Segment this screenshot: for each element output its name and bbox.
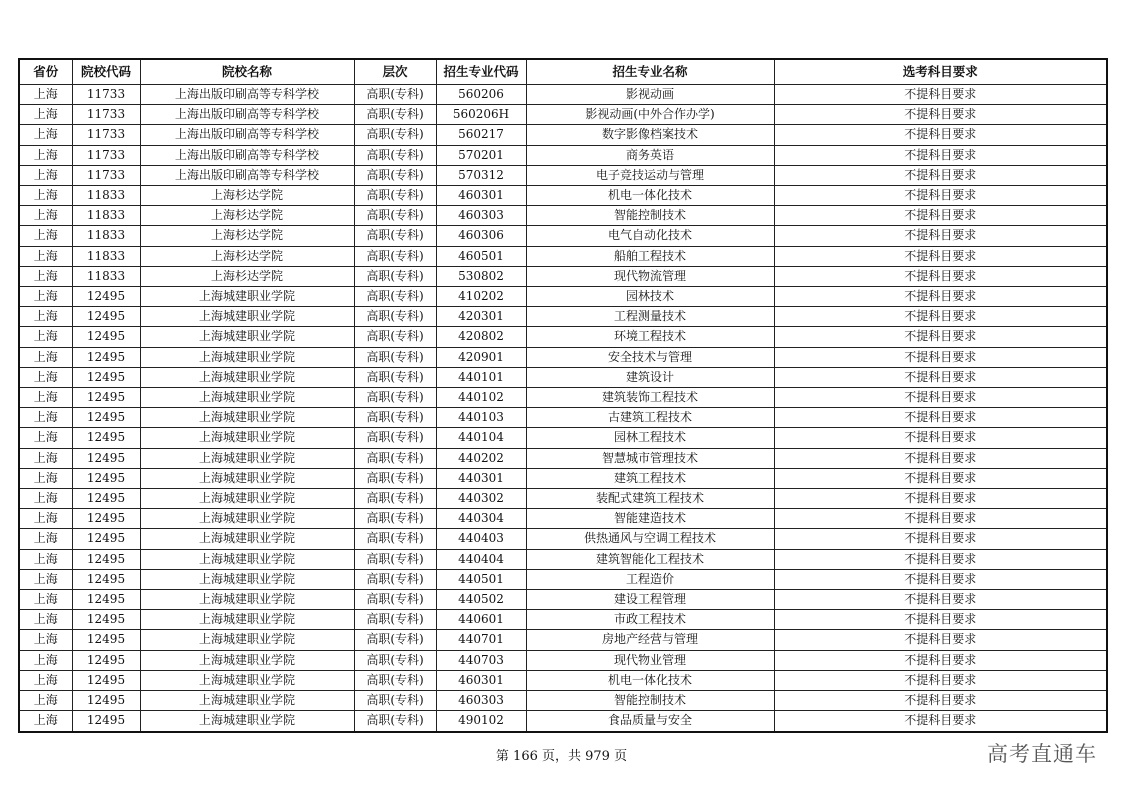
cell-major-code: 440102 xyxy=(436,388,526,408)
cell-subject-requirement: 不提科目要求 xyxy=(774,125,1107,145)
cell-major-name: 建筑设计 xyxy=(526,367,774,387)
cell-school-code: 12495 xyxy=(72,549,140,569)
cell-school-code: 12495 xyxy=(72,691,140,711)
cell-school-code: 11733 xyxy=(72,125,140,145)
table-row xyxy=(19,489,1107,509)
cell-level: 高职(专科) xyxy=(354,125,436,145)
cell-school-name: 上海城建职业学院 xyxy=(140,489,354,509)
table-row xyxy=(19,206,1107,226)
cell-school-code: 12495 xyxy=(72,287,140,307)
cell-school-name: 上海城建职业学院 xyxy=(140,347,354,367)
cell-major-name: 市政工程技术 xyxy=(526,610,774,630)
table-row xyxy=(19,165,1107,185)
cell-province: 上海 xyxy=(19,650,72,670)
cell-school-name: 上海城建职业学院 xyxy=(140,590,354,610)
cell-subject-requirement: 不提科目要求 xyxy=(774,327,1107,347)
cell-subject-requirement: 不提科目要求 xyxy=(774,711,1107,732)
table-row xyxy=(19,226,1107,246)
cell-school-code: 11833 xyxy=(72,246,140,266)
cell-school-code: 12495 xyxy=(72,529,140,549)
cell-subject-requirement: 不提科目要求 xyxy=(774,287,1107,307)
cell-level: 高职(专科) xyxy=(354,691,436,711)
cell-subject-requirement: 不提科目要求 xyxy=(774,549,1107,569)
cell-major-code: 560217 xyxy=(436,125,526,145)
table-row xyxy=(19,549,1107,569)
cell-major-name: 建筑装饰工程技术 xyxy=(526,388,774,408)
cell-province: 上海 xyxy=(19,489,72,509)
cell-subject-requirement: 不提科目要求 xyxy=(774,468,1107,488)
cell-school-name: 上海杉达学院 xyxy=(140,186,354,206)
cell-subject-requirement: 不提科目要求 xyxy=(774,670,1107,690)
cell-major-code: 570201 xyxy=(436,145,526,165)
cell-major-name: 供热通风与空调工程技术 xyxy=(526,529,774,549)
cell-level: 高职(专科) xyxy=(354,468,436,488)
cell-major-name: 园林技术 xyxy=(526,287,774,307)
table-row xyxy=(19,287,1107,307)
cell-school-code: 12495 xyxy=(72,650,140,670)
cell-level: 高职(专科) xyxy=(354,226,436,246)
cell-school-code: 12495 xyxy=(72,327,140,347)
cell-school-code: 12495 xyxy=(72,307,140,327)
table-row xyxy=(19,590,1107,610)
cell-province: 上海 xyxy=(19,468,72,488)
cell-subject-requirement: 不提科目要求 xyxy=(774,590,1107,610)
cell-major-name: 安全技术与管理 xyxy=(526,347,774,367)
cell-level: 高职(专科) xyxy=(354,549,436,569)
cell-province: 上海 xyxy=(19,691,72,711)
cell-province: 上海 xyxy=(19,529,72,549)
cell-subject-requirement: 不提科目要求 xyxy=(774,165,1107,185)
cell-major-code: 490102 xyxy=(436,711,526,732)
header-school-code: 院校代码 xyxy=(72,59,140,85)
cell-major-name: 智能控制技术 xyxy=(526,691,774,711)
cell-school-name: 上海出版印刷高等专科学校 xyxy=(140,165,354,185)
cell-level: 高职(专科) xyxy=(354,347,436,367)
cell-major-code: 460301 xyxy=(436,670,526,690)
cell-school-name: 上海杉达学院 xyxy=(140,206,354,226)
table-row xyxy=(19,630,1107,650)
cell-major-code: 410202 xyxy=(436,287,526,307)
header-province: 省份 xyxy=(19,59,72,85)
cell-province: 上海 xyxy=(19,367,72,387)
cell-major-code: 440404 xyxy=(436,549,526,569)
cell-major-code: 440104 xyxy=(436,428,526,448)
cell-province: 上海 xyxy=(19,347,72,367)
cell-level: 高职(专科) xyxy=(354,85,436,105)
cell-major-code: 440202 xyxy=(436,448,526,468)
table-row xyxy=(19,105,1107,125)
cell-province: 上海 xyxy=(19,307,72,327)
header-major-code: 招生专业代码 xyxy=(436,59,526,85)
cell-major-code: 420301 xyxy=(436,307,526,327)
table-row xyxy=(19,246,1107,266)
table-row xyxy=(19,145,1107,165)
cell-province: 上海 xyxy=(19,327,72,347)
cell-province: 上海 xyxy=(19,226,72,246)
cell-subject-requirement: 不提科目要求 xyxy=(774,489,1107,509)
cell-school-name: 上海城建职业学院 xyxy=(140,529,354,549)
cell-school-name: 上海城建职业学院 xyxy=(140,307,354,327)
cell-major-code: 440304 xyxy=(436,509,526,529)
table-row xyxy=(19,125,1107,145)
cell-school-code: 12495 xyxy=(72,590,140,610)
cell-major-code: 460306 xyxy=(436,226,526,246)
cell-subject-requirement: 不提科目要求 xyxy=(774,630,1107,650)
cell-major-code: 440403 xyxy=(436,529,526,549)
header-school-name: 院校名称 xyxy=(140,59,354,85)
cell-major-name: 装配式建筑工程技术 xyxy=(526,489,774,509)
cell-level: 高职(专科) xyxy=(354,327,436,347)
cell-major-name: 建筑工程技术 xyxy=(526,468,774,488)
cell-subject-requirement: 不提科目要求 xyxy=(774,509,1107,529)
cell-province: 上海 xyxy=(19,287,72,307)
cell-major-code: 460501 xyxy=(436,246,526,266)
cell-subject-requirement: 不提科目要求 xyxy=(774,246,1107,266)
cell-major-code: 440502 xyxy=(436,590,526,610)
cell-major-name: 现代物流管理 xyxy=(526,266,774,286)
cell-level: 高职(专科) xyxy=(354,186,436,206)
cell-major-code: 570312 xyxy=(436,165,526,185)
cell-school-code: 12495 xyxy=(72,388,140,408)
cell-province: 上海 xyxy=(19,670,72,690)
cell-school-code: 11733 xyxy=(72,145,140,165)
table-row xyxy=(19,186,1107,206)
header-subject-requirement: 选考科目要求 xyxy=(774,59,1107,85)
table-body xyxy=(19,85,1107,732)
cell-major-name: 智能控制技术 xyxy=(526,206,774,226)
cell-school-name: 上海杉达学院 xyxy=(140,266,354,286)
table-row xyxy=(19,408,1107,428)
cell-subject-requirement: 不提科目要求 xyxy=(774,206,1107,226)
cell-school-code: 12495 xyxy=(72,630,140,650)
cell-school-name: 上海城建职业学院 xyxy=(140,610,354,630)
cell-major-name: 食品质量与安全 xyxy=(526,711,774,732)
cell-major-code: 420802 xyxy=(436,327,526,347)
cell-level: 高职(专科) xyxy=(354,246,436,266)
cell-level: 高职(专科) xyxy=(354,650,436,670)
cell-major-code: 440601 xyxy=(436,610,526,630)
cell-province: 上海 xyxy=(19,266,72,286)
cell-major-code: 440302 xyxy=(436,489,526,509)
cell-major-code: 560206H xyxy=(436,105,526,125)
cell-province: 上海 xyxy=(19,610,72,630)
table-row xyxy=(19,85,1107,105)
cell-level: 高职(专科) xyxy=(354,489,436,509)
cell-school-name: 上海城建职业学院 xyxy=(140,428,354,448)
table-row xyxy=(19,610,1107,630)
table-row xyxy=(19,307,1107,327)
cell-major-name: 建筑智能化工程技术 xyxy=(526,549,774,569)
page-number: 第 166 页，共 979 页 xyxy=(495,749,628,764)
cell-school-code: 11833 xyxy=(72,226,140,246)
cell-school-code: 12495 xyxy=(72,367,140,387)
cell-province: 上海 xyxy=(19,428,72,448)
cell-school-name: 上海城建职业学院 xyxy=(140,448,354,468)
cell-major-name: 商务英语 xyxy=(526,145,774,165)
cell-level: 高职(专科) xyxy=(354,367,436,387)
cell-major-code: 460301 xyxy=(436,186,526,206)
cell-major-name: 智慧城市管理技术 xyxy=(526,448,774,468)
cell-major-name: 环境工程技术 xyxy=(526,327,774,347)
cell-level: 高职(专科) xyxy=(354,509,436,529)
cell-subject-requirement: 不提科目要求 xyxy=(774,650,1107,670)
cell-major-code: 460303 xyxy=(436,206,526,226)
table-row xyxy=(19,367,1107,387)
table-row xyxy=(19,266,1107,286)
cell-major-name: 影视动画(中外合作办学) xyxy=(526,105,774,125)
cell-subject-requirement: 不提科目要求 xyxy=(774,85,1107,105)
cell-province: 上海 xyxy=(19,509,72,529)
table-row xyxy=(19,509,1107,529)
cell-province: 上海 xyxy=(19,388,72,408)
cell-school-code: 12495 xyxy=(72,711,140,732)
cell-school-name: 上海城建职业学院 xyxy=(140,630,354,650)
cell-major-name: 建设工程管理 xyxy=(526,590,774,610)
cell-subject-requirement: 不提科目要求 xyxy=(774,226,1107,246)
cell-major-code: 530802 xyxy=(436,266,526,286)
table-row xyxy=(19,529,1107,549)
cell-school-name: 上海城建职业学院 xyxy=(140,287,354,307)
cell-school-name: 上海城建职业学院 xyxy=(140,650,354,670)
cell-school-name: 上海城建职业学院 xyxy=(140,327,354,347)
cell-subject-requirement: 不提科目要求 xyxy=(774,610,1107,630)
cell-school-code: 11833 xyxy=(72,186,140,206)
cell-level: 高职(专科) xyxy=(354,408,436,428)
cell-province: 上海 xyxy=(19,549,72,569)
cell-school-code: 12495 xyxy=(72,610,140,630)
header-major-name: 招生专业名称 xyxy=(526,59,774,85)
cell-school-code: 12495 xyxy=(72,509,140,529)
cell-level: 高职(专科) xyxy=(354,388,436,408)
cell-province: 上海 xyxy=(19,145,72,165)
table-row xyxy=(19,670,1107,690)
cell-subject-requirement: 不提科目要求 xyxy=(774,448,1107,468)
header-level: 层次 xyxy=(354,59,436,85)
cell-level: 高职(专科) xyxy=(354,569,436,589)
cell-school-name: 上海城建职业学院 xyxy=(140,509,354,529)
cell-major-code: 440101 xyxy=(436,367,526,387)
cell-school-name: 上海出版印刷高等专科学校 xyxy=(140,125,354,145)
cell-school-code: 11833 xyxy=(72,206,140,226)
cell-province: 上海 xyxy=(19,206,72,226)
cell-major-code: 420901 xyxy=(436,347,526,367)
table-header-row xyxy=(19,59,1107,85)
cell-province: 上海 xyxy=(19,569,72,589)
cell-major-name: 影视动画 xyxy=(526,85,774,105)
cell-level: 高职(专科) xyxy=(354,529,436,549)
cell-school-name: 上海城建职业学院 xyxy=(140,711,354,732)
watermark: 高考直通车 xyxy=(987,742,1097,766)
admission-table xyxy=(18,58,1108,733)
cell-subject-requirement: 不提科目要求 xyxy=(774,347,1107,367)
cell-province: 上海 xyxy=(19,186,72,206)
cell-subject-requirement: 不提科目要求 xyxy=(774,691,1107,711)
cell-major-name: 工程造价 xyxy=(526,569,774,589)
table-row xyxy=(19,388,1107,408)
cell-school-name: 上海城建职业学院 xyxy=(140,388,354,408)
cell-level: 高职(专科) xyxy=(354,266,436,286)
cell-subject-requirement: 不提科目要求 xyxy=(774,367,1107,387)
cell-subject-requirement: 不提科目要求 xyxy=(774,428,1107,448)
cell-school-code: 12495 xyxy=(72,428,140,448)
cell-major-code: 560206 xyxy=(436,85,526,105)
cell-major-name: 电子竞技运动与管理 xyxy=(526,165,774,185)
cell-level: 高职(专科) xyxy=(354,711,436,732)
table-row xyxy=(19,711,1107,732)
cell-major-code: 440701 xyxy=(436,630,526,650)
cell-major-name: 古建筑工程技术 xyxy=(526,408,774,428)
cell-school-name: 上海城建职业学院 xyxy=(140,691,354,711)
cell-school-name: 上海城建职业学院 xyxy=(140,569,354,589)
cell-subject-requirement: 不提科目要求 xyxy=(774,307,1107,327)
cell-school-code: 12495 xyxy=(72,489,140,509)
cell-province: 上海 xyxy=(19,711,72,732)
cell-school-name: 上海城建职业学院 xyxy=(140,670,354,690)
table-row xyxy=(19,468,1107,488)
cell-province: 上海 xyxy=(19,125,72,145)
cell-major-code: 440703 xyxy=(436,650,526,670)
cell-school-name: 上海杉达学院 xyxy=(140,246,354,266)
cell-school-code: 12495 xyxy=(72,448,140,468)
cell-school-name: 上海城建职业学院 xyxy=(140,549,354,569)
cell-major-name: 电气自动化技术 xyxy=(526,226,774,246)
cell-level: 高职(专科) xyxy=(354,590,436,610)
cell-province: 上海 xyxy=(19,85,72,105)
cell-major-code: 440501 xyxy=(436,569,526,589)
cell-level: 高职(专科) xyxy=(354,145,436,165)
cell-province: 上海 xyxy=(19,246,72,266)
cell-subject-requirement: 不提科目要求 xyxy=(774,105,1107,125)
cell-school-code: 11833 xyxy=(72,266,140,286)
table-row xyxy=(19,650,1107,670)
cell-major-code: 440103 xyxy=(436,408,526,428)
cell-subject-requirement: 不提科目要求 xyxy=(774,186,1107,206)
cell-school-code: 12495 xyxy=(72,408,140,428)
cell-major-code: 440301 xyxy=(436,468,526,488)
cell-subject-requirement: 不提科目要求 xyxy=(774,145,1107,165)
table-row xyxy=(19,691,1107,711)
table-row xyxy=(19,569,1107,589)
cell-province: 上海 xyxy=(19,590,72,610)
cell-province: 上海 xyxy=(19,630,72,650)
cell-major-name: 智能建造技术 xyxy=(526,509,774,529)
cell-province: 上海 xyxy=(19,165,72,185)
cell-school-name: 上海出版印刷高等专科学校 xyxy=(140,85,354,105)
cell-school-code: 12495 xyxy=(72,347,140,367)
cell-major-code: 460303 xyxy=(436,691,526,711)
cell-school-code: 12495 xyxy=(72,569,140,589)
cell-school-name: 上海出版印刷高等专科学校 xyxy=(140,145,354,165)
cell-level: 高职(专科) xyxy=(354,670,436,690)
cell-major-name: 船舶工程技术 xyxy=(526,246,774,266)
table-row xyxy=(19,327,1107,347)
cell-school-name: 上海城建职业学院 xyxy=(140,468,354,488)
cell-level: 高职(专科) xyxy=(354,630,436,650)
cell-school-code: 12495 xyxy=(72,670,140,690)
cell-major-name: 数字影像档案技术 xyxy=(526,125,774,145)
cell-school-name: 上海城建职业学院 xyxy=(140,408,354,428)
cell-subject-requirement: 不提科目要求 xyxy=(774,569,1107,589)
cell-major-name: 现代物业管理 xyxy=(526,650,774,670)
cell-school-code: 11733 xyxy=(72,165,140,185)
cell-major-name: 机电一体化技术 xyxy=(526,186,774,206)
cell-level: 高职(专科) xyxy=(354,610,436,630)
cell-school-code: 11733 xyxy=(72,105,140,125)
cell-level: 高职(专科) xyxy=(354,307,436,327)
cell-level: 高职(专科) xyxy=(354,287,436,307)
cell-major-name: 机电一体化技术 xyxy=(526,670,774,690)
cell-subject-requirement: 不提科目要求 xyxy=(774,529,1107,549)
cell-level: 高职(专科) xyxy=(354,105,436,125)
cell-school-code: 11733 xyxy=(72,85,140,105)
cell-province: 上海 xyxy=(19,408,72,428)
cell-subject-requirement: 不提科目要求 xyxy=(774,388,1107,408)
cell-subject-requirement: 不提科目要求 xyxy=(774,266,1107,286)
cell-school-name: 上海城建职业学院 xyxy=(140,367,354,387)
cell-province: 上海 xyxy=(19,105,72,125)
cell-school-code: 12495 xyxy=(72,468,140,488)
cell-level: 高职(专科) xyxy=(354,428,436,448)
cell-level: 高职(专科) xyxy=(354,165,436,185)
table-row xyxy=(19,347,1107,367)
table-row xyxy=(19,428,1107,448)
cell-level: 高职(专科) xyxy=(354,206,436,226)
cell-major-name: 工程测量技术 xyxy=(526,307,774,327)
cell-level: 高职(专科) xyxy=(354,448,436,468)
cell-subject-requirement: 不提科目要求 xyxy=(774,408,1107,428)
cell-major-name: 房地产经营与管理 xyxy=(526,630,774,650)
cell-province: 上海 xyxy=(19,448,72,468)
cell-school-name: 上海杉达学院 xyxy=(140,226,354,246)
cell-major-name: 园林工程技术 xyxy=(526,428,774,448)
table-row xyxy=(19,448,1107,468)
cell-school-name: 上海出版印刷高等专科学校 xyxy=(140,105,354,125)
